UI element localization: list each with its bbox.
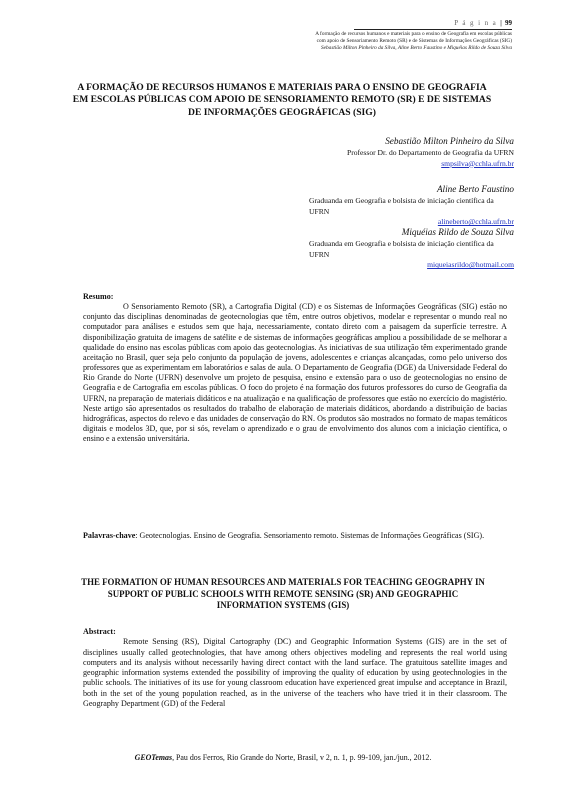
- header-rule: [354, 29, 512, 30]
- running-header: A formação de recursos humanos e materiais para o ensino de Geografia em escolas públicas com apoio de Sensoriamento Remoto (SR) e de Sistemas de Informações Geográficas (SIG) Sebastião Milton Pinheiro da Silva, Aline Berto Faustino e Miquéias Rildo de Souza Silva: [315, 31, 512, 51]
- author-email[interactable]: alineberto@cchla.ufrn.br: [437, 217, 514, 227]
- journal-logo: GEOTemas: [134, 753, 173, 762]
- author-1: Sebastião Milton Pinheiro da Silva Professor Dr. do Departamento de Geografia da UFRN smpsilva@cchla.ufrn.br: [346, 136, 514, 168]
- keywords-text: : Geotecnologias. Ensino de Geografia. Sensoriamento remoto. Sistemas de Informações Geográficas (SIG).: [135, 531, 485, 540]
- author-email[interactable]: miqueiasrildo@hotmail.com: [427, 260, 514, 270]
- resumo-label: Resumo:: [83, 292, 114, 301]
- abstract-label: Abstract:: [83, 627, 116, 636]
- page-footer: GEOTemas, Pau dos Ferros, Rio Grande do Norte, Brasil, v 2, n. 1, p. 99-109, jan./jun., 2012.: [134, 753, 432, 762]
- author-2: Aline Berto Faustino Graduanda em Geografia e bolsista de iniciação científica da UFRN alineberto@cchla.ufrn.br: [309, 184, 514, 227]
- paper-title: A FORMAÇÃO DE RECURSOS HUMANOS E MATERIAIS PARA O ENSINO DE GEOGRAFIA EM ESCOLAS PÚBLICAS COM APOIO DE SENSORIAMENTO REMOTO (SR) E DE SISTEMAS DE INFORMAÇÕES GEOGRÁFICAS (SIG): [72, 82, 492, 118]
- keywords: [83, 531, 507, 541]
- author-3: Miquéias Rildo de Souza Silva Graduanda em Geografia e bolsista de iniciação científica da UFRN miqueiasrildo@hotmail.com: [309, 227, 514, 270]
- author-email[interactable]: smpsilva@cchla.ufrn.br: [441, 158, 514, 168]
- paper-title-english: THE FORMATION OF HUMAN RESOURCES AND MATERIALS FOR TEACHING GEOGRAPHY IN SUPPORT OF PUBLIC SCHOOLS WITH REMOTE SENSING (SR) AND GEOGRAPHIC INFORMATION SYSTEMS (GIS): [81, 577, 485, 611]
- keywords-label: Palavras-chave: [83, 531, 136, 540]
- page-number: P á g i n a | 99: [454, 19, 512, 27]
- resumo-section: [83, 292, 507, 444]
- abstract-section: [83, 627, 507, 709]
- abstract-text: Remote Sensing (RS), Digital Cartography (DC) and Geographic Information Systems (GIS) are in the set of disciplines usually called geotechnologies, that have among others objectives modeling and represents the real world using computers and its analysis without necessarily having direct contact with the land surface. The gratuitous satellite images and geographic information systems extended the possibility of improving the quality of education by using geotechnologies in the public schools. The initiatives of its use for young classroom education have experienced great impulse and acceptance in Brazil, both in the set of the young population reached, as in the universe of the teachers who have tried it in their classroom. The Geography Department (GD) of the Federal: [83, 637, 507, 709]
- resumo-text: O Sensoriamento Remoto (SR), a Cartografia Digital (CD) e os Sistemas de Informações Geográficas (SIG) estão no conjunto das disciplinas denominadas de geotecnologias que têm, entre outros objetivos, modelar e representar o mundo real no computador para análises e estudos sem que haja, necessariamente, contato direto com a paisagem da superfície terrestre. A disponibilização gratuita de imagens de satélite e de sistemas de informações geográficas ampliou a possibilidade de se melhorar a qualidade do ensino nas escolas públicas com apoio das geotecnologias. As iniciativas de sua utilização têm experimentado grande aceitação no Brasil, quer seja pelo conjunto da população de jovens, adolescentes e crianças alcançadas, como pelo universo dos professores que as experimentam em laboratórios e salas de aula. O Departamento de Geografia (DGE) da Universidade Federal do Rio Grande do Norte (UFRN) desenvolve um projeto de pesquisa, ensino e extensão para o uso de geotecnologias no ensino de Geografia e de Cartografia em escolas públicas. O foco do projeto é na formação dos futuros professores do curso de Geografia da UFRN, na preparação de materiais didáticos e na atualização e na qualificação de professores que estão no exercício do magistério. Neste artigo são apresentados os resultados do trabalho de elaboração de materiais didáticos, abordando a distribuição de bacias hidrográficas, aspectos do relevo e das unidades de conservação do RN. Os produtos são mostrados no formato de mapas temáticos digitais e modelos 3D, que, por si sós, revelam o aprendizado e o grau de envolvimento dos alunos com a iniciação científica, o ensino e a extensão universitária.: [83, 302, 507, 444]
